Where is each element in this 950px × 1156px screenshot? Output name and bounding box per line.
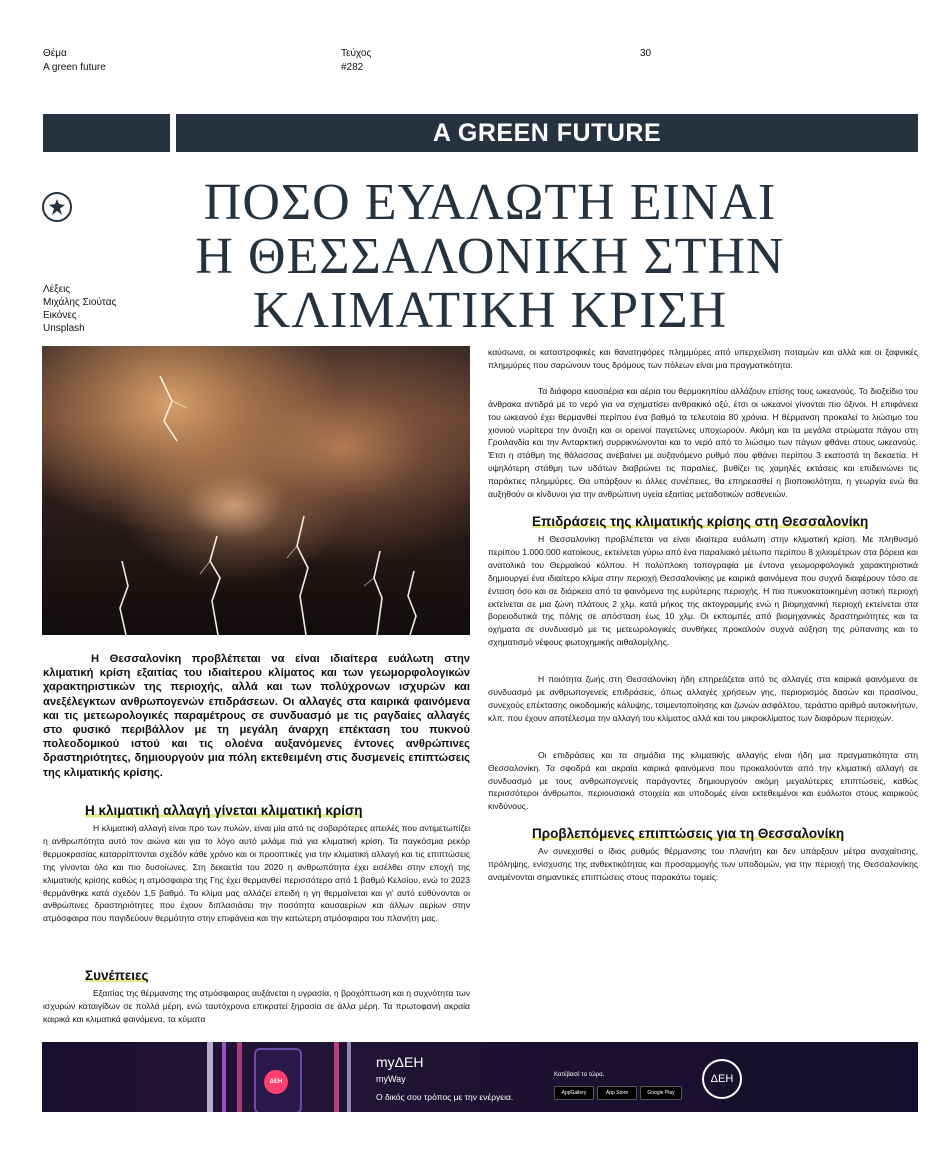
- section4-text: Αν συνεχισθεί ο ίδιος ρυθμός θέρμανσης του πλανήτη και δεν υπάρξουν μέτρα αναχαίτισης, πρόληψης, ενίσχυσης της ανθεκτικότητας και προσαρμογής των υποδομών, για την περιοχή της Θεσσαλονίκης αναμένονται σημαντικές επιπτώσεις στους παρακάτω τομείς:: [488, 846, 918, 883]
- words-label: Λέξεις: [43, 284, 71, 295]
- title-line-3: ΚΛΙΜΑΤΙΚΗ ΚΡΙΣΗ: [252, 282, 728, 339]
- ad-download-label: Κατέβασέ το τώρα.: [554, 1072, 605, 1078]
- banner-title: A GREEN FUTURE: [432, 118, 662, 147]
- issue-label: Τεύχος: [341, 48, 372, 59]
- storm-photo: [42, 346, 470, 635]
- page-number: 30: [640, 48, 652, 59]
- ad-brand: myΔΕΗ: [376, 1054, 424, 1070]
- appgallery-button[interactable]: AppGallery: [554, 1086, 594, 1100]
- lead-text: Η Θεσσαλονίκη προβλέπεται να είναι ιδιαίτερα ευάλωτη στην κλιματική κρίση εξαιτίας του ιδιαίτερου κλίματος και των γεωμορφολογικών χαρακτηριστικών της περιοχής, αλλά και των πολύχρονων ισχυρών και ανεξέλεγκτων ανθρωπογενών επιδράσεων. Οι αλλαγές στα καιρικά φαινόμενα και τις μετεωρολογικές παραμέτρους σε συνδυασμό με τις ραγδαίες αλλαγές στο φυσικό περιβάλλον με τη μεγάλη άναρχη επέκταση του πυκνού πολεοδομικού ιστού και τις ολοένα αυξανόμενες έντονες ανθρώπινες δραστηριότητες, δημιουργούν μια πόλη εκτεθειμένη στις δυσμενείς επιπτώσεις της κλιματικής κρίσης.: [43, 653, 470, 779]
- issue-value: #282: [341, 62, 364, 73]
- theme-label: Θέμα: [43, 48, 67, 59]
- ad-slogan: Ο δικός σου τρόπος με την ενέργεια.: [376, 1092, 514, 1102]
- section-banner: [176, 114, 918, 152]
- theme-value: A green future: [43, 62, 106, 73]
- phone-logo: ΔΕΗ: [264, 1070, 288, 1094]
- title-line-2: Η ΘΕΣΣΑΛΟΝΙΚΗ ΣΤΗΝ: [195, 228, 785, 285]
- neon-bar-5: [347, 1042, 351, 1112]
- author-name: Μιχάλης Σιούτας: [43, 297, 117, 308]
- section2-title: Συνέπειες: [85, 968, 149, 983]
- section2-text-left: Εξαιτίας της θέρμανσης της ατμόσφαιρας αυξάνεται η υγρασία, η βροχόπτωση και η συχνότητα των ισχυρών καταιγίδων σε πολλά μέρη, ενώ ταυτόχρονα επικρατεί ξηρασία σε άλλα μέρη. Τα πρωτοφανή ακραία καιρικά και κλιματικά φαινόμενα, τα κύματα: [43, 988, 470, 1024]
- googleplay-button[interactable]: Google Play: [640, 1086, 682, 1100]
- phone-mockup: [254, 1048, 302, 1112]
- section-climate-crisis: [43, 802, 470, 925]
- appstore-button[interactable]: App Store: [597, 1086, 637, 1100]
- header-theme: [43, 47, 106, 75]
- neon-bar-4: [334, 1042, 339, 1112]
- credits: [43, 283, 116, 335]
- neon-bar-2: [222, 1042, 226, 1112]
- header-issue: [341, 47, 371, 75]
- section-consequences: [43, 967, 470, 1026]
- star-icon: [42, 192, 72, 222]
- lightning-icon: [42, 346, 470, 635]
- section4-title: Προβλεπόμενες επιπτώσεις για τη Θεσσαλονίκη: [532, 826, 845, 842]
- neon-bar-3: [237, 1042, 242, 1112]
- images-source: Unsplash: [43, 323, 85, 334]
- section3-title: Επιδράσεις της κλιματικής κρίσης στη Θεσσαλονίκη: [532, 513, 869, 529]
- neon-bar-1: [207, 1042, 213, 1112]
- images-label: Εικόνες: [43, 310, 77, 321]
- page-title: [150, 176, 830, 338]
- right-column: [488, 346, 918, 884]
- ad-sub: myWay: [376, 1074, 406, 1084]
- section2-text-right: καύσωνα, οι καταστροφικές και θανατηφόρες πλημμύρες από υπερχείλιση ποταμών και αλλά και οι ξαφνικές πλημμύρες που σαρώνουν τους δρόμους των πόλεων είναι μια πραγματικότητα.: [488, 347, 918, 370]
- section3-para3: Οι επιδράσεις και τα σημάδια της κλιματικής αλλαγής είναι ήδη μια πραγματικότητα στη Θεσσαλονίκη. Τα σφοδρά και ακραία καιρικά φαινόμενα που προκαλούνται από την κλιματική αλλαγή σε συνδυασμό με τους ανθρωπογενείς παράγοντες δημιουργούν ακόμη μεγαλύτερες επιπτώσεις, καθώς περισσότεροι άνθρωποι, περιουσιακά στοιχεία και υποδομές είναι εκτεθειμένοι και ευάλωτοι στους καιρικούς κινδύνους.: [488, 749, 918, 812]
- dei-logo: ΔΕΗ: [702, 1059, 742, 1099]
- section3-para1: Η Θεσσαλονίκη προβλέπεται να είναι ιδιαίτερα ευάλωτη στην κλιματική κρίση. Με πληθυσμό περίπου 1.000.000 κατοίκους, εκτείνεται γύρω από ένα παραλιακό μέτωπο περίπου 8 χιλιομέτρων στα βόρεια και ανατολικά του Θερμαϊκού κόλπου. Η πολύπλοκη τοπογραφία με έντονα γεωμορφολογικά χαρακτηριστικά δημιουργεί ένα ιδιαίτερο κλίμα στην περιοχή Θεσσαλονίκης με καιρικά φαινόμενα που συχνά διαφέρουν τόσο σε ένταση όσο και σε διάρκεια από τα φαινόμενα της ευρύτερης περιοχής. Η πιο πυκνοκατοικημένη αστική περιοχή εκτείνεται σε μια ζώνη πλάτους 2 χλμ. κατά μήκος της ακτογραμμής ενώ η βιομηχανική περιοχή εκτείνεται στα βορειοδυτικά της πόλης σε απόσταση έως 10 χλμ. Οι εκπομπές από βιομηχανικές δραστηριότητες και τα οχήματα σε συνδυασμό με τις μετεωρολογικές συνθήκες προκαλούν συχνά αύξηση της ρύπανσης και το σχηματισμό νέφους φωτοχημικής αιθαλομίχλης.: [488, 533, 918, 648]
- title-line-1: ΠΟΣΟ ΕΥΑΛΩΤΗ ΕΙΝΑΙ: [203, 174, 777, 231]
- section1-text: Η κλιματική αλλαγή είναι προ των πυλών, είναι μία από τις σοβαρότερες απειλές που αντιμετωπίζει η ανθρωπότητα αυτό τον αιώνα και για το λόγο αυτό μιλάμε πιά για κλιματική κρίση. Τα παγκόσμια ρεκόρ θερμοκρασίας καταρρίπτονται σχεδόν κάθε χρόνο και οι προοπτικές για την κλιματική αλλαγή και τις επιπτώσεις της γίνονται όλο και πιο δυσοίωνες. Στη δεκαετία του 2020 η ανθρωπότητα έχει εισέλθει στην εποχή της κλιματικής κρίσης καθώς η ατμόσφαιρα της Γης έχει θερμανθεί περισσότερο από 1 βαθμό Κελσίου, ενώ το 2023 θερμάνθηκε κατά σχεδόν 1,5 βαθμό. Το κλίμα μας αλλάζει επειδή η γη θερμαίνεται και γι' αυτό ευθύνονται οι ανθρώπινες δραστηριότητες που έχουν διπλασιάσει την ποσότητα καυσαερίων και άλλων αερίων στην ατμόσφαιρα που παγιδεύουν θερμότητα στην επιφάνεια και την κατώτερη ατμόσφαιρα του πλανήτη μας.: [43, 823, 470, 924]
- section1-title: Η κλιματική αλλαγή γίνεται κλιματική κρίση: [85, 803, 363, 818]
- banner-left-block: [43, 114, 170, 152]
- lead-paragraph: [43, 652, 470, 780]
- section3-para2: Η ποιότητα ζωής στη Θεσσαλονίκη ήδη επηρεάζεται από τις αλλαγές στα καιρικά φαινόμενα σε συνδυασμό με ανθρωπογενείς επιδράσεις, όπως αλλαγές χρήσεων γης, περιορισμός δασών και πρασίνου, συνεχούς επέκτασης οικοδομικής κάλυψης, τσιμεντοποίησης και ζωνών ασφάλτου, τεράστιο αριθμό αυτοκινήτων, κλπ. που έχουν αποτέλεσμα την αλλαγή του κλίματος αλλά και του μικροκλίματος των διαφόρων περιοχών.: [488, 674, 918, 723]
- advertisement-banner[interactable]: [42, 1042, 918, 1112]
- section2-para2: Τα διάφορα καυσαέρια και αέρια του θερμοκηπίου αλλάζουν επίσης τους ωκεανούς. Το διοξείδιο του άνθρακα αντιδρά με το νερό για να σχηματίσει ανθρακικό οξύ, έτσι οι ωκεανοί γίνονται πιο όξινοι. Η επιφάνεια του ωκεανού έχει θερμανθεί περίπου ένα βαθμό τα τελευταία 80 χρόνια. Η θέρμανση προκαλεί το λιώσιμο του χιονιού νωρίτερα την άνοιξη και οι ορεινοί παγετώνες υποχωρούν. Ακόμη και τα μεγάλα στρώματα πάγου στη Γροιλανδία και την Ανταρκτική συρρικνώνονται και το νερό από το λιώσιμο των πάγων φθάνει στους ωκεανούς. Έτσι η στάθμη της θάλασσας ανεβαίνει με αυξανόμενο ρυθμό που φθάνει περίπου 3 εκατοστά τη δεκαετία. Η υψηλότερη στάθμη των υδάτων διαβρώνει τις παραλίες, βυθίζει τις χαμηλές εκτάσεις και επιδεινώνει τις παράκτιες πλημμύρες. Θα υπάρξουν κι άλλες συνέπειες, θα επηρεασθεί η βιοποικιλότητα, η γεωργία ενώ θα αυξηθούν οι κίνδυνοι για την ανθρώπινη υγεία εξαιτίας μεταδοτικών ασθενειών.: [488, 385, 918, 500]
